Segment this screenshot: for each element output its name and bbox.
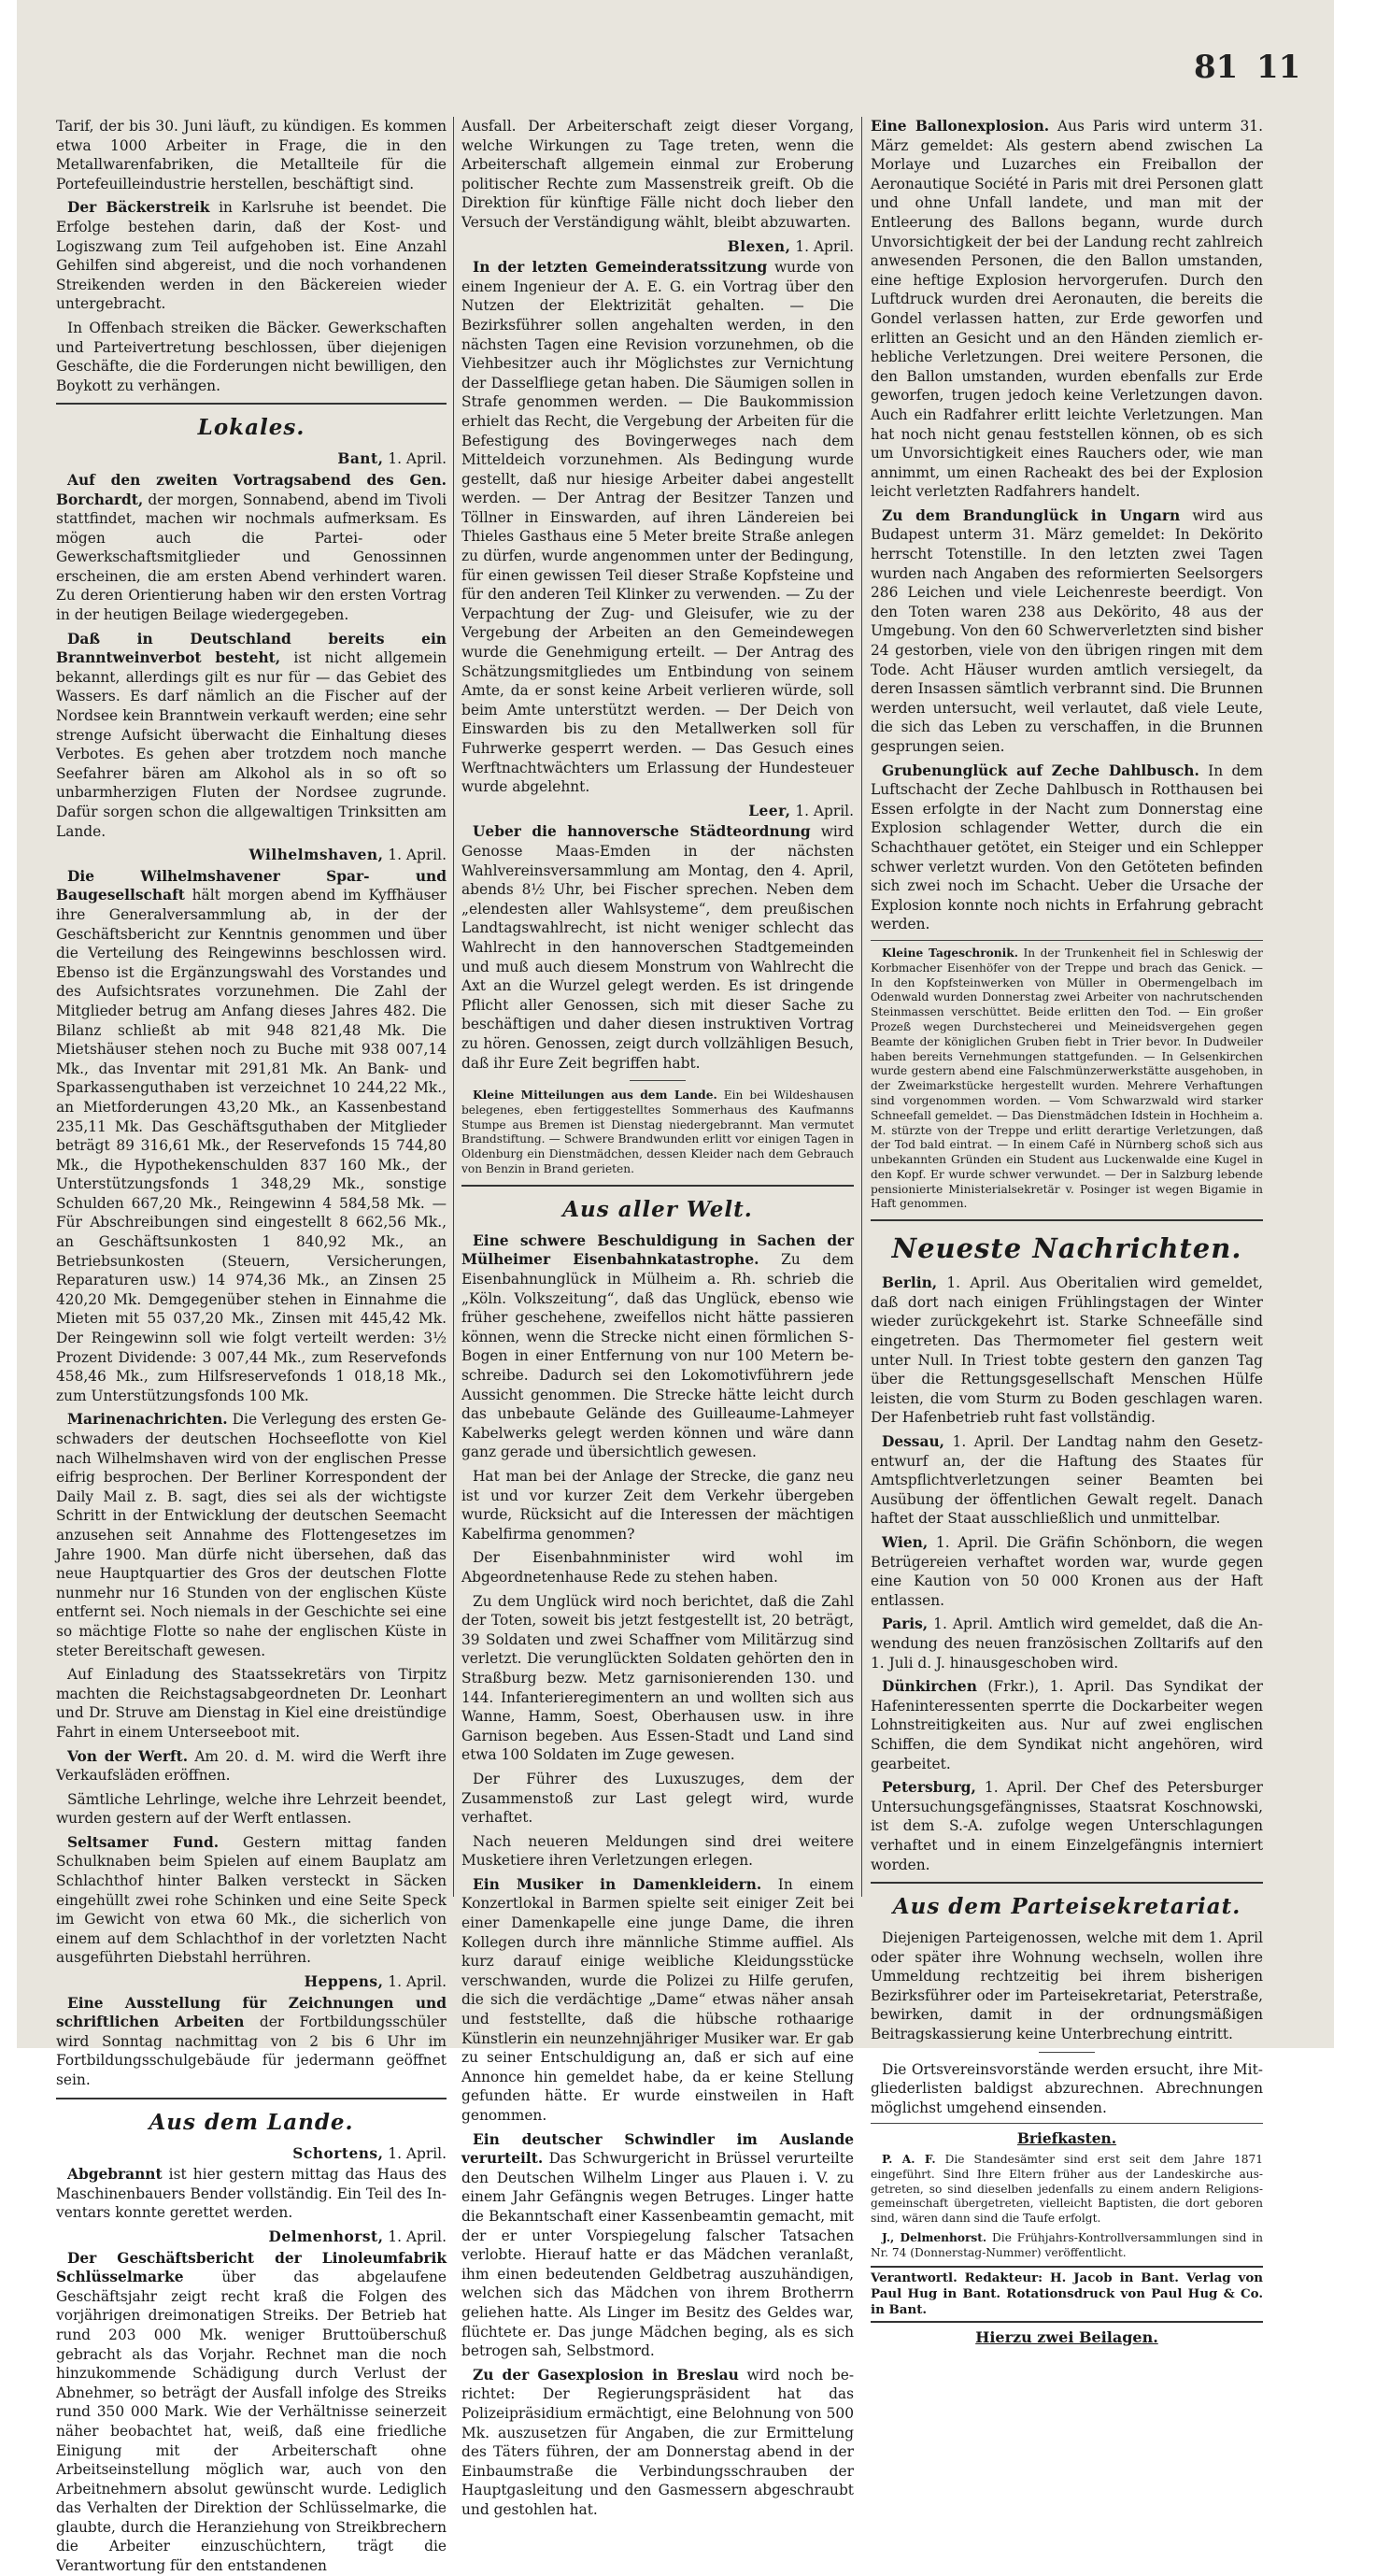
divider [871,940,1263,941]
column-3 [871,117,1263,2346]
article-paragraph: Nach neueren Meldungen sind drei weitere Musketiere ihren Verletzungen erlegen. [461,1832,854,1870]
article-kicker: Marinenachrichten. [67,1411,228,1429]
article-paragraph [871,1432,1263,1529]
article-paragraph [461,2130,854,2361]
article-text: Ein bei Wildeshausen belegenes, eben fertiggestelltes Sommerhaus des Kaufmanns Stumpe aus Bremen ist Dienstag niedergebrannt. Man vermutet Brandstiftung. — Schwere Brandwunden erlitt vor einigen Tagen in Oldenburg ein Dienstmädchen, dessen Kleider nach dem Gebrauch von Benzin in Brand gerieten. [461,1089,854,1176]
article-text: Aus Paris wird unterm 31. März gemeldet: Als gestern abend zwischen La Morlaye und Luzarches ein Freiballon der Aeronautique Société in Paris mit drei Personen glatt und ohne Unfall landete, und man mit der Entleerung des Ballons begann, wurde durch Unvorsichtigkeit der bei der Landung recht zahlreich anwesenden Personen, die den Ballon umstanden, eine heftige Explosion hervorgerufen. Durch den Luftdruck wurden drei Aeronauten, die bereits die Gondel verlassen hatten, zur Erde geworfen und erlitten an Gesicht und an den Händen ziemlich erhebliche Verletzungen. Drei weitere Personen, die den Ballon umstanden, wurden ebenfalls zur Erde geworfen, trugen jedoch keine Verletzungen davon. Auch ein Radfahrer erlitt leichte Verletzungen. Man hat noch nicht genau feststellen können, ob es sich um Unvorsichtigkeit eines Rauchers oder, wie man annimmt, um einen Racheakt des bei der Explosion leicht verletzten Radfahrers handelt. [871,118,1263,501]
article-paragraph [56,1994,447,2090]
dateline [56,449,447,469]
article-kicker: Kleine Mitteilungen aus dem Lande. [473,1089,717,1103]
section-heading-parteisekretariat: Aus dem Parteisekretariat. [892,1894,1241,1920]
section-heading-lokales: Lokales. [197,415,305,441]
divider [871,2123,1263,2124]
article-paragraph [871,1677,1263,1773]
article-kicker: Der Geschäftsbericht der Linoleumfabrik Schlüsselmarke [56,2249,447,2286]
article-kicker: Die Wilhelmshavener Spar- und Baugesellschaft [56,867,447,904]
article-kicker: Auf den zweiten Vortragsabend des Gen. Borchardt, [56,471,447,508]
dateline [461,802,854,821]
article-kicker: Seltsamer Fund. [67,1833,220,1851]
article-text: Die Frühjahrs-Kontrollversammlungen sind in Nr. 74 (Donnerstag-Nummer) veröffentlicht. [871,2231,1263,2259]
column-rule [861,117,862,1897]
article-text: Am 20. d. M. wird die Werft ihre Verkaufsläden eröffnen. [56,1747,447,1785]
article-text: (Frkr.), 1. April. Das Syndikat der Hafeninteressenten sperrte die Dockarbeiter wegen Lohnstreitigkeiten aus. Nur auf zwei englischen Schiffen, die dem Syndikat nicht angehören, wird gearbeitet. [871,1678,1263,1772]
article-text: Die Standesämter sind erst seit dem Jahre 1871 eingeführt. Sind Ihre Eltern früher aus der Landeskirche ausgetreten, so sind dieselben jedenfalls zu einem andern Religionsgemeinschaft übergetreten, vielleicht Baptisten, die dort geboren sind, wären dann sind die Taufe erfolgt. [871,2153,1263,2226]
dateline-place: Blexen, [727,237,791,255]
article-paragraph: Der Eisenbahnminister wird wohl im Abgeordnetenhause Rede zu stehen haben. [461,1549,854,1586]
article-text: Die Verlegung des ersten Geschwaders der deutschen Hochseeflotte von Kiel nach Wilhelmshaven wird von der englischen Presse eifrig besprochen. Der Berliner Korrespondent der Daily Mail z. B. sagt, dies sei als der wichtigste Schritt in der Entwicklung der deutschen Seemacht anzusehen seit Annahme des Flottengesetzes im Jahre 1900. Man dürfe nicht übersehen, daß das neue Hauptquartier des Gros der deutschen Flotte nunmehr nur 16 Stunden von der englischen Küste entfernt sei. Noch niemals in der Geschichte sei eine so mächtige Flotte so nahe der englischen Küste in steter Bereitschaft gewesen. [56,1411,447,1659]
dateline-place: Bant, [337,450,384,468]
article-paragraph [461,258,854,797]
dateline [56,2227,447,2247]
dateline-date: 1. April. [383,450,447,468]
article-text: über das abgelaufene Geschäftsjahr zeigt recht kraß die Folgen des vorjährigen dreimonatigen Streiks. Der Betrieb hat rund 203 000 Mk. weniger Bruttoüberschuß gebracht als das Vorjahr. Rechnet man die noch hinzukommende Schädigung durch Verlust der Abnehmer, so beträgt der Ausfall infolge des Streiks rund 350 000 Mark. Wie der Verhältnisse seinerzeit näher beobachtet hat, weiß, daß eine friedliche Einigung mit der Arbeiterschaft ohne Arbeitseinstellung möglich war, auch von den Arbeitnehmern absolut gewünscht wurde. Lediglich das Verhalten der Direktion der Schlüsselmarke, die glaubte, durch die Heranziehung von Streikbrechern die Arbeiter einzuschüchtern, trägt die Verantwortung für den entstandenen [56,2269,447,2575]
dateline-date: 1. April. [790,237,854,255]
article-text: In der Trunkenheit fiel in Schleswig der Korbmacher Eisenhöfer von der Treppe und brach das Genick. — In den Kopfsteinwerken von Müller in Obermengelbach im Odenwald wurden Donnerstag zwei Arbeiter von nachrutschenden Steinmassen verschüttet. Beide erlitten den Tod. — Ein großer Prozeß wegen Durchstecherei und Meineidsvergehen gegen Beamte der königlichen Gruben fiebt in Trier bevor. In Dudweiler haben bereits Vernehmungen stattgefunden. — In Gelsenkirchen wurde gestern abend eine Falschmünzerwerkstätte ausgehoben, in der Zweimarkstücke hergestellt wurden. Mehrere Verhaftungen sind vorgenommen worden. — Vom Schwarzwald wird starker Schneefall gemeldet. — Das Dienstmädchen Idstein in Hochheim a. M. stürzte von der Treppe und erlitt derartige Verletzungen, daß der Tod bald eintrat. — In einem Café in Nürnberg schoß sich aus unbekannten Gründen ein Student aus Luckenwalde eine Kugel in den Kopf. Er wurde schwer verwundet. — Der in Salzburg lebende pensionierte Ministerialsekretär v. Posinger ist wegen Bigamie in Haft genommen. [871,946,1263,1211]
dateline-place: Petersburg, [882,1779,976,1797]
letter-reply [871,2231,1263,2261]
dateline [56,1972,447,1992]
section-rule [461,1185,854,1187]
article-text: Zu dem Eisenbahnunglück in Mülheim a. Rh. schrieb die „Köln. Volkszeitung“, daß das Unglück, ebenso wie früher geschehene, zweifellos nicht hätte passieren können, wenn die Strecke nicht einen förmlichen S-Bogen in einer Entfernung von nur 100 Metern beschreibe. Dadurch sei den Lokomotivführern jede Aussicht genommen. Die Strecke hätte leicht durch das unbebaute Gelände des Guilleaume-Lahmeyer Kabelwerks gelegt werden können und wäre dann ganz gerade und übersichtlich gewesen. [461,1251,854,1461]
article-paragraph [56,1833,447,1968]
divider [630,1080,686,1081]
dateline-place: Berlin, [882,1274,938,1292]
dateline-place: Delmenhorst, [268,2227,384,2245]
dateline-date: 1. April. [383,1973,447,1991]
dateline [56,2144,447,2164]
article-paragraph [871,761,1263,934]
article-text: wurde von einem Ingenieur der A. E. G. ein Vortrag über den Nutzen der Elektrizität gehalten. — Die Bezirksführer sollen angehalten werden, in den nächsten Tagen eine Revision vorzunehmen, ob die Viehbesitzer auch ihr Möglichstes zur Vernichtung der Dasselfliege getan haben. Die Säumigen sollen in Strafe genommen werden. — Die Baukommission erhielt das Recht, die Vergebung der Arbeiten für die Befestigung des Bovingerweges nach dem Mitteldeich vorzunehmen. Als Bedingung wurde gestellt, daß nur hiesige Arbeiter dabei angestellt werden. — Der Antrag der Besitzer Tanzen und Töllner in Einswarden, auf ihren Ländereien bei Thieles Gasthaus eine 5 Meter breite Straße anlegen zu dürfen, wurde angenommen unter der Bedingung, für einen gewissen Teil dieser Straße Kopfsteine und für den anderen Teil Klinker zu verwenden. — Zu der Verpachtung der Zug- und Gleisufer, wie zu der Vergebung der Arbeiten an den Gemeindewegen wurde die Genehmigung erteilt. — Der Antrag des Schätzungsmitgliedes um Entbindung von seinem Amte, da er sonst keine Arbeit verlieren würde, soll beim Amte unterstützt werden. — Der Deich von Einswarden bis zu den Metallwerken soll für Fuhrwerke gesperrt werden. — Das Gesuch eines Werftnachtwächters um Erlassung der Hundesteuer wurde abgelehnt. [461,259,855,796]
article-paragraph [461,1231,854,1462]
article-paragraph: Der Führer des Luxuszuges, dem der Zusammenstoß zur Last gelegt wird, wurde verhaftet. [461,1770,854,1827]
article-paragraph [56,2249,447,2576]
article-paragraph: Tarif, der bis 30. Juni läuft, zu kündigen. Es kommen etwa 1000 Arbeiter in Frage, die in den Metallwarenfabriken, die Metallteile für die Portefeuilleindustrie herstellen, beschäftigt sind. [56,118,447,192]
article-kicker: J., Delmenhorst. [882,2231,987,2245]
article-text: ist hier gestern mittag das Haus des Maschinenbauers Bender vollständig. Ein Teil des Inventars konnte gerettet werden. [56,2166,447,2222]
article-paragraph [871,1615,1263,1672]
column-rule [453,117,454,1897]
article-kicker: Zu dem Brandunglück in Ungarn [882,506,1181,524]
article-text: Gestern mittag fanden Schulknaben beim Spielen auf einem Bauplatz am Schlachthof hinter Balken versteckt in Säcken eingehüllt zwei rohe Schinken und eine Seite Speck im Gewicht von etwa 60 Mk., die sicherlich von einem auf dem Schlachthof in der vorletzten Nacht ausgeführten Diebstahl herrühren. [56,1833,447,1967]
briefkasten-heading: Briefkasten. [1016,2130,1117,2148]
article-text: Das Schwurgericht in Brüssel verurteilte den Deutschen Wilhelm Linger aus Plauen i. V. zu einem Jahr Gefängnis wegen Betruges. Linger hatte die Bekanntschaft einer Kassenbeamtin gemacht, mit der er unter Vorspiegelung falscher Tatsachen verlobte. Hierauf hatte er das Mädchen veranlaßt, ihm einen bedeutenden Geldbetrag auszuhändigen, welchen sich das Mädchen von ihrem Brotherrn geliehen hatte. Als Linger im Besitz des Geldes war, flüchtete er. Das junge Mädchen beging, als es sich betrogen sah, Selbstmord. [461,2150,854,2360]
dateline-place: Wien, [882,1534,929,1551]
letter-reply [871,2153,1263,2227]
article-paragraph [56,2165,447,2223]
column-2 [461,117,855,2518]
article-kicker: Ein Musiker in Damenkleidern. [473,1875,762,1893]
article-paragraph [56,198,447,314]
page-margin [1334,0,1376,2048]
dateline-date: 1. April. [790,802,854,819]
article-text: 1. April. Aus Oberitalien wird gemeldet, daß dort nach einigen Frühlingstagen der Winter wieder zurückgekehrt ist. Starke Schneefälle sind eingetreten. Das Thermometer fiel gestern weit unter Null. In Triest tobte gestern den ganzen Tag über die Rettungsgesellschaft Menschen Hülfe leisten, die vom Sturm zu Boden geschlagen waren. Der Hafenbetrieb ruht fast vollständig. [871,1274,1263,1427]
article-kicker: Von der Werft. [67,1747,189,1765]
article-text: ist nicht allgemein bekannt, allerdings gilt es nur für — das Gebiet des Wassers. Es darf nämlich an die Fischer auf der Nordsee kein Branntwein verkauft werden; eine sehr strenge Aufsicht überwacht die Einhaltung dieses Verbotes. Es gehen aber trotzdem noch manche Seefahrer bären am Alkohol als in so oft so unbarmherzigen Fluten der Nordsee zugrunde. Dafür sorgen schon die allgewaltigen Trinksitten am Lande. [56,649,447,840]
article-paragraph: Hat man bei der Anlage der Strecke, die ganz neu ist und vor kurzer Zeit dem Verkehr übergeben wurde, Rücksicht auf die Interessen der mächtigen Kabelfirma genommen? [461,1468,854,1543]
dateline-date: 1. April. [383,847,447,864]
article-paragraph [461,2366,854,2520]
article-kicker: In der letzten Gemeinderatssitzung [473,259,768,277]
article-kicker: Eine Ballonexplosion. [871,118,1050,135]
article-text: wird Genosse Maas-Emden in der nächsten Wahlvereinsversammlung am Montag, den 4. April, abends 8½ Uhr, bei Fischer sprechen. Neben dem „elendesten aller Wahlsysteme“, dem preußischen Landtagswahlrecht, ist nicht weniger schlecht das Wahlrecht in den hannoverschen Stadtgemeinden und muß auch diesem Monstrum von Wahlrecht die Axt an die Wurzel gelegt werden. Es ist dringende Pflicht aller Genossen, sich mit dieser Sache zu beschäftigen und daher diesen instruktiven Vortrag zu hören. Genossen, zeigt durch vollzähligen Besuch, daß ihr Eure Zeit begriffen habt. [461,823,854,1072]
section-rule [56,2098,447,2099]
section-rule [871,1882,1263,1884]
dateline-place: Schortens, [292,2144,384,2162]
page-number-left: 81 [1194,49,1239,86]
article-paragraph [56,471,447,625]
article-paragraph [871,1533,1263,1610]
article-text: der morgen, Sonnabend, abend im Tivoli stattfindet, machen wir nochmals aufmerksam. Es mögen auch die Partei- oder Gewerkschaftsmitglieder und Genossinnen erscheinen, die am ersten Abend verhindert waren. Zu deren Orientierung haben wir den ersten Vortrag in der heutigen Beilage wiedergegeben. [56,491,447,624]
article-paragraph [56,630,447,842]
dateline-place: Heppens, [304,1973,384,1991]
divider [1039,2052,1095,2053]
small-notice [461,1089,854,1177]
article-text: 1. April. Der Chef des Petersburger Untersuchungsgefängnisses, Staatsrat Koschnowski, ist dem S.-A. zufolge wegen Unterschlagungen verhaftet und in einem Einzelgefängnis interniert worden. [871,1779,1263,1873]
article-kicker: Zu der Gasexplosion in Breslau [473,2366,739,2384]
dateline [461,237,854,257]
article-paragraph [871,506,1263,757]
section-rule [871,1219,1263,1221]
dateline-date: 1. April. [383,2227,447,2245]
article-kicker: Daß in Deutschland bereits ein Branntweinverbot besteht, [56,630,447,667]
article-text: In einem Konzertlokal in Barmen spielte seit einiger Zeit bei einer Damenkapelle eine junge Dame, die ihren Kollegen durch ihre männliche Stimme auffiel. Als kurz darauf einige weibliche Kleidungsstücke verschwanden, wurde die Polizei zu Hilfe gerufen, die sich die verdächtige „Dame“ etwas näher ansah und feststellte, daß die hübsche rothaarige Künstlerin ein neunzehnjähriger Musiker war. Er gab zu seiner Entschuldigung an, daß er sich auf eine Annonce hin gemeldet habe, da er keine Stellung gefunden hätte. Er wurde einstweilen in Haft genommen. [461,1875,855,2124]
article-text: 1. April. Die Gräfin Schönborn, die wegen Betrügereien verhaftet worden war, wurde gegen eine Kaution von 50 000 Kronen aus der Haft entlassen. [871,1534,1263,1609]
article-kicker: Abgebrannt [67,2166,163,2184]
article-text: wird noch berichtet: Der Regierungspräsident hat das Polizeipräsidium ermächtigt, eine Belohnung von 500 Mk. auszusetzen für Angaben, die zur Ermittelung des Täters führen, der am Donnerstag abend in der Einbaumstraße die Verbindungsschrauben der Hauptgasleitung und den Gasmessern abgeschraubt und gestohlen hat. [461,2366,855,2518]
dateline-date: 1. April. [383,2144,447,2162]
article-text: hält morgen abend im Kyffhäuser ihre Generalversammlung ab, in der der Geschäftsbericht zur Kenntnis genommen und über die Verteilung des Reingewinns beschlossen wird. Ebenso ist die Ergänzungswahl des Vorstandes und des Aufsichtsrates vorzunehmen. Die Zahl der Mitglieder betrug am Anfang dieses Jahres 482. Die Bilanz schließt ab mit 948 821,48 Mk. Die Mietshäuser stehen noch zu Buche mit 938 007,14 Mk., das Inventar mit 291,81 Mk. An Bank- und Sparkassenguthaben ist verzeichnet 10 244,22 Mk., an Mietforderungen 43,20 Mk., an Kassenbestand 235,11 Mk. Das Geschäftsguthaben der Mitglieder beträgt 89 316,61 Mk., der Reservefonds 15 744,80 Mk., die Hypothekenschulden 837 160 Mk., der Unterstützungsfonds 1 348,29 Mk., sonstige Schulden 667,20 Mk., Reingewinn 4 584,58 Mk. — Für Abschreibungen sind eingestellt 8 662,56 Mk., an Geschäftsunkosten 1 840,92 Mk., an Betriebsunkosten (Steuern, Versicherungen, Reparaturen usw.) 14 974,36 Mk., an Zinsen 25 420,20 Mk. Demgegenüber stehen in Einnahme die Mieten mit 55 037,20 Mk., Zinsen mit 445,42 Mk. Der Reingewinn soll wie folgt verteilt werden: 3½ Prozent Dividende: 3 007,44 Mk., zum Reservefonds 458,46 Mk., zum Hilfsreservefonds 1 018,18 Mk., zum Unterstützungsfonds 100 Mk. [56,887,447,1404]
article-paragraph: Die Ortsvereinsvorstände werden ersucht, ihre Mitgliederlisten baldigst abzurechnen. Abrechnungen möglichst umgehend einsenden. [871,2060,1263,2116]
article-kicker: P. A. F. [882,2153,936,2167]
dateline-place: Paris, [882,1615,929,1633]
article-text: der Fortbildungsschüler wird Sonntag nachmittag von 2 bis 6 Uhr im Fortbildungsschulgebäude für jedermann geöffnet sein. [56,2014,447,2088]
article-paragraph [871,1778,1263,1874]
article-text: In dem Luftschacht der Zeche Dahlbusch in Rotthausen bei Essen erfolgte in der Nacht zum Donnerstag eine Explosion schlagender Wetter, durch die ein Schachthauer getötet, ein Steiger und ein Schlepper schwer verletzt wurden. Von den Getöteten befinden sich zwei noch im Schacht. Ueber die Ursache der Explosion konnte noch nichts in Erfahrung gebracht werden. [871,761,1263,933]
article-text: in Karlsruhe ist beendet. Die Erfolge bestehen darin, daß der Kost- und Logiszwang zum Teil aufgehoben ist. Eine Anzahl Gehilfen sind abgereist, und die noch vorhandenen Streikenden werden in den Bäckereien wieder untergebracht. [56,199,447,313]
article-paragraph: Zu dem Unglück wird noch berichtet, daß die Zahl der Toten, soweit bis jetzt festgestellt ist, 20 beträgt, 39 Soldaten und zwei Schaffner vom Militärzug sind verletzt. Die verunglückten Soldaten gehörten den in Straßburg bezw. Metz garnisonierenden 130. und 144. Infanterieregimentern an und wollten sich aus Wanne, Hamm, Soest, Oberhausen usw. in ihre Garnison begeben. Aus Essen-Stadt und Land sind etwa 100 Soldaten im Zuge gewesen. [461,1592,854,1764]
dateline-place: Leer, [748,802,791,819]
article-paragraph [461,1875,854,2126]
article-kicker: Ueber die hannoversche Städteordnung [473,823,811,841]
article-paragraph [56,867,447,1406]
article-kicker: Eine Ausstellung für Zeichnungen und schriftlichen Arbeiten [56,1994,447,2031]
article-paragraph: Auf Einladung des Staatssekretärs von Tirpitz machten die Reichstagsabgeordneten Dr. Leonhart und Dr. Struve am Dienstag in Kiel eine dreistündige Fahrt in einem Unterseeboot mit. [56,1666,447,1741]
section-heading-aus-dem-lande: Aus dem Lande. [149,2109,354,2135]
article-paragraph [461,822,854,1073]
article-paragraph: Diejenigen Parteigenossen, welche mit dem 1. April oder später ihre Wohnung wechseln, wollen ihre Ummeldung rechtzeitig bei ihrem bisherigen Bezirksführer oder im Parteisekretariat, Peterstraße, bewirken, damit in der ordnungsmäßigen Beitragskassierung keine Unterbrechung eintritt. [871,1929,1263,2043]
article-text: wird aus Budapest unterm 31. März gemeldet: In Dekörito herrscht Totenstille. In den letzten zwei Tagen wurden nach Angaben des reformierten Seelsorgers 286 Leichen und viele Leichenreste beerdigt. Von den Toten waren 238 aus Dekörito, 48 aus der Umgebung. Von den 60 Schwerverletzten sind bisher 24 gestorben, viele von den übrigen ringen mit dem Tode. Acht Häuser wurden amtlich versiegelt, da deren Insassen sämtlich verbrannt sind. Die Brunnen werden untersucht, weil verlautet, daß viele Leute, die sich das Leben zu verschaffen, in die Brunnen gesprungen seien. [871,506,1263,755]
supplement-note: Hierzu zwei Beilagen. [975,2327,1158,2346]
article-kicker: Ein deutscher Schwindler im Auslande verurteilt. [461,2130,854,2168]
article-kicker: Kleine Tageschronik. [882,946,1018,960]
article-text: 1. April. Amtlich wird gemeldet, daß die Anwendung des neuen französischen Zolltarifs auf den 1. Juli d. J. hinausgeschoben wird. [871,1615,1263,1672]
article-paragraph: Sämtliche Lehrlinge, welche ihre Lehrzeit beendet, wurden gestern auf der Werft entlassen. [56,1790,447,1828]
dateline [56,846,447,865]
article-paragraph: In Offenbach streiken die Bäcker. Gewerkschaften und Parteivertretung beschlossen, über diejenigen Geschäfte, die die Forderungen nicht bewilligen, den Boykott zu verhängen. [56,319,447,394]
article-paragraph [871,117,1263,502]
section-heading-aus-aller-welt: Aus aller Welt. [562,1196,753,1222]
article-paragraph [871,1274,1263,1428]
article-paragraph [56,1747,447,1786]
article-kicker: Der Bäckerstreik [67,199,210,217]
dateline-place: Dessau, [882,1433,944,1451]
section-heading-neueste-nachrichten: Neueste Nachrichten. [891,1232,1242,1265]
article-paragraph [56,1410,447,1660]
article-text: 1. April. Der Landtag nahm den Gesetzentwurf an, der die Haftung des Staates für Amtspflichtverletzungen seiner Beamten bei Ausübung der öffentlichen Gewalt regelt. Danach haftet der Staat ausschließlich und unmittelbar. [871,1433,1263,1528]
imprint: Verantwortl. Redakteur: H. Jacob in Bant. Verlag von Paul Hug in Bant. Rotationsdruck von Paul Hug & Co. in Bant. [871,2266,1263,2323]
article-kicker: Eine schwere Beschuldigung in Sachen der Mülheimer Eisenbahnkatastrophe. [461,1231,854,1269]
dateline-place: Dünkirchen [882,1678,977,1696]
small-notice [871,946,1263,1212]
article-kicker: Grubenunglück auf Zeche Dahlbusch. [882,761,1199,779]
article-paragraph: Ausfall. Der Arbeiterschaft zeigt dieser Vorgang, welche Wirkungen zu Tage treten, wenn die Arbeiterschaft allgemein einmal zur Eroberung politischer Rechte zum Massenstreik greift. Ob die Direktion für künftige Fälle nicht doch lieber den Versuch der Verständigung wählt, bleibt abzuwarten. [461,118,854,231]
column-1 [56,117,447,2575]
section-rule [56,403,447,405]
page-number-right: 11 [1256,49,1301,86]
dateline-place: Wilhelmshaven, [248,847,384,864]
